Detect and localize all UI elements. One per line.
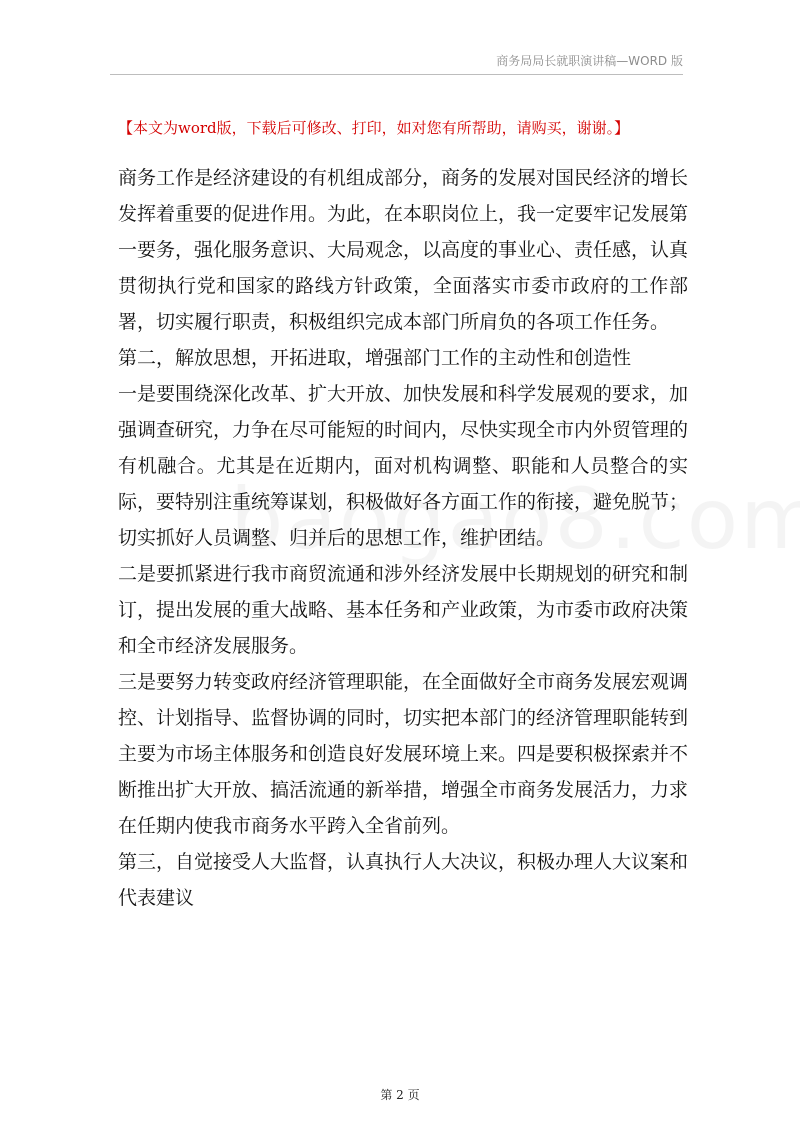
page-number: 第 2 页 (380, 1088, 420, 1102)
running-header-title: 商务局局长就职演讲稿—WORD 版 (496, 54, 683, 68)
paragraph: 一是要围绕深化改革、扩大开放、加快发展和科学发展观的要求，加强调查研究，力争在尽可能短的时间内，尽快实现全市内外贸管理的有机融合。尤其是在近期内，面对机构调整、职能和人员整合的实际，要特别注重统筹谋划，积极做好各方面工作的衔接，避免脱节；切实抓好人员调整、归并后的思想工作，维护团结。 (118, 383, 689, 549)
section-heading: 第三，自觉接受人大监督，认真执行人大决议，积极办理人大议案和代表建议 (118, 851, 689, 909)
paragraph: 二是要抓紧进行我市商贸流通和涉外经济发展中长期规划的研究和制订，提出发展的重大战略、基本任务和产业政策，为市委市政府决策和全市经济发展服务。 (118, 563, 689, 657)
header-divider (110, 74, 683, 75)
document-body (118, 160, 688, 916)
paragraph: 三是要努力转变政府经济管理职能，在全面做好全市商务发展宏观调控、计划指导、监督协调的同时，切实把本部门的经济管理职能转到主要为市场主体服务和创造良好发展环境上来。四是要积极探索并不断推出扩大开放、搞活流通的新举措，增强全市商务发展活力，力求在任期内使我市商务水平跨入全省前列。 (118, 671, 689, 837)
purchase-notice: 【本文为word版，下载后可修改、打印，如对您有所帮助，请购买，谢谢。】 (118, 119, 630, 137)
paragraph: 商务工作是经济建设的有机组成部分，商务的发展对国民经济的增长发挥着重要的促进作用。为此，在本职岗位上，我一定要牢记发展第一要务，强化服务意识、大局观念，以高度的事业心、责任感，认真贯彻执行党和国家的路线方针政策，全面落实市委市政府的工作部署，切实履行职责，积极组织完成本部门所肩负的各项工作任务。 (118, 167, 689, 333)
section-heading: 第二，解放思想，开拓进取，增强部门工作的主动性和创造性 (118, 347, 632, 369)
